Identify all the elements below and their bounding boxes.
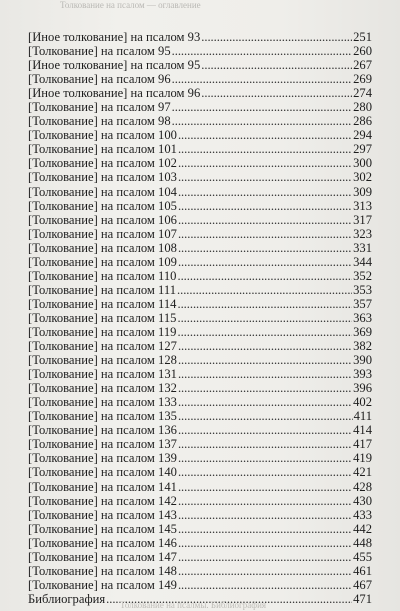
toc-entry-title: [Толкование] на псалом 137 bbox=[28, 437, 177, 452]
toc-entry[interactable] bbox=[28, 142, 372, 156]
toc-page-number: 433 bbox=[353, 507, 372, 522]
toc-entry-title: [Толкование] на псалом 106 bbox=[28, 212, 177, 227]
toc-dot-leader bbox=[178, 465, 352, 479]
toc-entry[interactable] bbox=[28, 44, 372, 58]
toc-entry-title: [Толкование] на псалом 103 bbox=[28, 170, 177, 185]
toc-entry[interactable] bbox=[28, 564, 372, 578]
toc-entry[interactable] bbox=[28, 283, 372, 297]
toc-dot-leader bbox=[178, 550, 352, 564]
toc-entry[interactable] bbox=[28, 185, 372, 199]
toc-dot-leader bbox=[178, 241, 352, 255]
toc-entry[interactable] bbox=[28, 522, 372, 536]
toc-entry[interactable] bbox=[28, 255, 372, 269]
toc-entry[interactable] bbox=[28, 367, 372, 381]
toc-entry-title: [Иное толкование] на псалом 96 bbox=[28, 86, 201, 101]
toc-dot-leader bbox=[178, 522, 352, 536]
toc-dot-leader bbox=[178, 367, 352, 381]
toc-dot-leader bbox=[178, 185, 352, 199]
toc-dot-leader bbox=[178, 128, 352, 142]
toc-dot-leader bbox=[178, 213, 352, 227]
toc-entry[interactable] bbox=[28, 437, 372, 451]
toc-page-number: 302 bbox=[353, 170, 372, 185]
toc-dot-leader bbox=[172, 100, 352, 114]
toc-dot-leader bbox=[178, 480, 352, 494]
toc-entry-title: [Толкование] на псалом 131 bbox=[28, 367, 177, 382]
toc-dot-leader bbox=[178, 255, 352, 269]
toc-entry-title: [Толкование] на псалом 135 bbox=[28, 409, 177, 424]
toc-entry-title: [Толкование] на псалом 127 bbox=[28, 339, 177, 354]
top-bleed-through-text: Толкование на псалом — оглавление bbox=[60, 0, 201, 10]
toc-entry[interactable] bbox=[28, 578, 372, 592]
toc-dot-leader bbox=[178, 381, 352, 395]
toc-dot-leader bbox=[178, 339, 352, 353]
toc-entry[interactable] bbox=[28, 227, 372, 241]
toc-entry[interactable] bbox=[28, 465, 372, 479]
toc-page-number: 428 bbox=[353, 479, 372, 494]
toc-dot-leader bbox=[178, 536, 352, 550]
toc-entry-title: [Толкование] на псалом 111 bbox=[28, 282, 176, 297]
toc-dot-leader bbox=[178, 156, 352, 170]
toc-entry[interactable] bbox=[28, 381, 372, 395]
toc-page-number: 467 bbox=[353, 577, 372, 592]
toc-page-number: 393 bbox=[353, 367, 372, 382]
toc-dot-leader bbox=[178, 437, 352, 451]
toc-entry-title: [Толкование] на псалом 146 bbox=[28, 535, 177, 550]
toc-entry-title: [Толкование] на псалом 147 bbox=[28, 549, 177, 564]
toc-entry[interactable] bbox=[28, 241, 372, 255]
toc-entry[interactable] bbox=[28, 494, 372, 508]
toc-dot-leader bbox=[172, 44, 352, 58]
toc-entry[interactable] bbox=[28, 508, 372, 522]
toc-entry[interactable] bbox=[28, 311, 372, 325]
toc-page-number: 419 bbox=[353, 451, 372, 466]
toc-page-number: 369 bbox=[353, 324, 372, 339]
toc-entry-title: [Толкование] на псалом 101 bbox=[28, 142, 177, 157]
toc-dot-leader bbox=[178, 353, 352, 367]
toc-page-number: 442 bbox=[353, 521, 372, 536]
toc-dot-leader bbox=[178, 508, 352, 522]
toc-page-number: 411 bbox=[353, 409, 372, 424]
toc-entry-title: Библиография bbox=[28, 591, 106, 606]
toc-entry-title: [Толкование] на псалом 98 bbox=[28, 114, 171, 129]
toc-dot-leader bbox=[178, 199, 352, 213]
toc-page-number: 421 bbox=[353, 465, 372, 480]
toc-entry[interactable] bbox=[28, 409, 372, 423]
toc-page-number: 352 bbox=[353, 268, 372, 283]
toc-entry-title: [Толкование] на псалом 107 bbox=[28, 226, 177, 241]
toc-dot-leader bbox=[177, 283, 352, 297]
toc-entry-title: [Толкование] на псалом 136 bbox=[28, 423, 177, 438]
toc-page-number: 309 bbox=[353, 184, 372, 199]
toc-page-number: 269 bbox=[353, 72, 372, 87]
toc-dot-leader bbox=[178, 227, 352, 241]
toc-entry-title: [Толкование] на псалом 110 bbox=[28, 268, 177, 283]
toc-page-number: 430 bbox=[353, 493, 372, 508]
toc-page-number: 396 bbox=[353, 381, 372, 396]
toc-entry[interactable] bbox=[28, 86, 372, 100]
toc-entry[interactable] bbox=[28, 269, 372, 283]
bottom-bleed-through-text: Толкование на псалмы. Библиография bbox=[120, 600, 267, 610]
toc-dot-leader bbox=[172, 114, 352, 128]
toc-entry-title: [Толкование] на псалом 149 bbox=[28, 577, 177, 592]
toc-dot-leader bbox=[201, 58, 352, 72]
toc-dot-leader bbox=[177, 325, 352, 339]
toc-entry-title: [Толкование] на псалом 105 bbox=[28, 198, 177, 213]
table-of-contents bbox=[28, 30, 372, 606]
toc-entry[interactable] bbox=[28, 395, 372, 409]
toc-entry[interactable] bbox=[28, 325, 372, 339]
toc-entry[interactable] bbox=[28, 451, 372, 465]
toc-dot-leader bbox=[178, 395, 352, 409]
toc-entry-title: [Толкование] на псалом 132 bbox=[28, 381, 177, 396]
toc-page-number: 251 bbox=[353, 30, 372, 44]
toc-dot-leader bbox=[178, 564, 352, 578]
toc-entry[interactable] bbox=[28, 339, 372, 353]
toc-entry[interactable] bbox=[28, 128, 372, 142]
toc-page-number: 471 bbox=[353, 591, 372, 606]
toc-entry-title: [Толкование] на псалом 108 bbox=[28, 240, 177, 255]
toc-entry[interactable] bbox=[28, 297, 372, 311]
toc-entry-title: [Толкование] на псалом 148 bbox=[28, 563, 177, 578]
toc-entry-title: [Толкование] на псалом 143 bbox=[28, 507, 177, 522]
toc-dot-leader bbox=[178, 578, 352, 592]
toc-entry[interactable] bbox=[28, 199, 372, 213]
toc-entry-title: [Толкование] на псалом 119 bbox=[28, 324, 177, 339]
toc-dot-leader bbox=[201, 86, 352, 100]
toc-dot-leader bbox=[178, 451, 352, 465]
toc-entry-title: [Толкование] на псалом 145 bbox=[28, 521, 177, 536]
toc-entry-title: [Толкование] на псалом 114 bbox=[28, 296, 177, 311]
toc-page-number: 390 bbox=[353, 353, 372, 368]
toc-page-number: 461 bbox=[353, 563, 372, 578]
toc-entry[interactable] bbox=[28, 156, 372, 170]
toc-page-number: 448 bbox=[353, 535, 372, 550]
toc-entry-title: [Толкование] на псалом 142 bbox=[28, 493, 177, 508]
toc-dot-leader bbox=[178, 494, 352, 508]
toc-entry-title: [Толкование] на псалом 139 bbox=[28, 451, 177, 466]
toc-entry[interactable] bbox=[28, 30, 372, 44]
toc-dot-leader bbox=[177, 311, 352, 325]
toc-page-number: 363 bbox=[353, 310, 372, 325]
toc-entry[interactable] bbox=[28, 550, 372, 564]
toc-entry-title: [Толкование] на псалом 133 bbox=[28, 395, 177, 410]
toc-entry-title: [Толкование] на псалом 96 bbox=[28, 72, 171, 87]
toc-entry[interactable] bbox=[28, 58, 372, 72]
toc-dot-leader bbox=[178, 142, 352, 156]
toc-entry[interactable] bbox=[28, 72, 372, 86]
toc-entry-title: [Толкование] на псалом 141 bbox=[28, 479, 177, 494]
toc-page-number: 344 bbox=[353, 254, 372, 269]
toc-entry-title: [Толкование] на псалом 100 bbox=[28, 128, 177, 143]
toc-entry[interactable] bbox=[28, 100, 372, 114]
toc-page-number: 417 bbox=[353, 437, 372, 452]
toc-page-number: 331 bbox=[353, 240, 372, 255]
toc-dot-leader bbox=[172, 72, 352, 86]
toc-page-number: 297 bbox=[353, 142, 372, 157]
toc-page-number: 313 bbox=[353, 198, 372, 213]
toc-entry[interactable] bbox=[28, 170, 372, 184]
toc-dot-leader bbox=[178, 409, 353, 423]
toc-entry-title: [Толкование] на псалом 128 bbox=[28, 353, 177, 368]
toc-entry-title: [Толкование] на псалом 115 bbox=[28, 310, 177, 325]
toc-dot-leader bbox=[178, 423, 352, 437]
toc-dot-leader bbox=[177, 269, 352, 283]
toc-entry[interactable] bbox=[28, 423, 372, 437]
toc-entry[interactable] bbox=[28, 480, 372, 494]
toc-entry[interactable] bbox=[28, 536, 372, 550]
toc-entry[interactable] bbox=[28, 114, 372, 128]
toc-entry-title: [Толкование] на псалом 102 bbox=[28, 156, 177, 171]
toc-page-number: 260 bbox=[353, 44, 372, 59]
toc-entry-title: [Толкование] на псалом 140 bbox=[28, 465, 177, 480]
toc-entry-title: [Толкование] на псалом 97 bbox=[28, 100, 171, 115]
toc-page-number: 455 bbox=[353, 549, 372, 564]
toc-dot-leader bbox=[201, 30, 352, 44]
toc-dot-leader bbox=[178, 170, 352, 184]
toc-dot-leader bbox=[177, 297, 352, 311]
toc-page-number: 267 bbox=[353, 58, 372, 73]
toc-page-number: 414 bbox=[353, 423, 372, 438]
toc-page-number: 323 bbox=[353, 226, 372, 241]
toc-page-number: 357 bbox=[353, 296, 372, 311]
toc-entry-title: [Иное толкование] на псалом 93 bbox=[28, 30, 201, 44]
toc-page-number: 382 bbox=[353, 339, 372, 354]
toc-page-number: 300 bbox=[353, 156, 372, 171]
toc-page-number: 286 bbox=[353, 114, 372, 129]
toc-entry[interactable] bbox=[28, 213, 372, 227]
toc-entry-title: [Толкование] на псалом 95 bbox=[28, 44, 171, 59]
toc-page-number: 294 bbox=[353, 128, 372, 143]
toc-page-number: 280 bbox=[353, 100, 372, 115]
toc-page-number: 402 bbox=[353, 395, 372, 410]
toc-entry-title: [Толкование] на псалом 104 bbox=[28, 184, 177, 199]
toc-entry-title: [Иное толкование] на псалом 95 bbox=[28, 58, 201, 73]
toc-entry-title: [Толкование] на псалом 109 bbox=[28, 254, 177, 269]
toc-page-number: 317 bbox=[353, 212, 372, 227]
toc-entry[interactable] bbox=[28, 353, 372, 367]
toc-page-number: 274 bbox=[353, 86, 372, 101]
toc-page-number: 353 bbox=[353, 282, 372, 297]
